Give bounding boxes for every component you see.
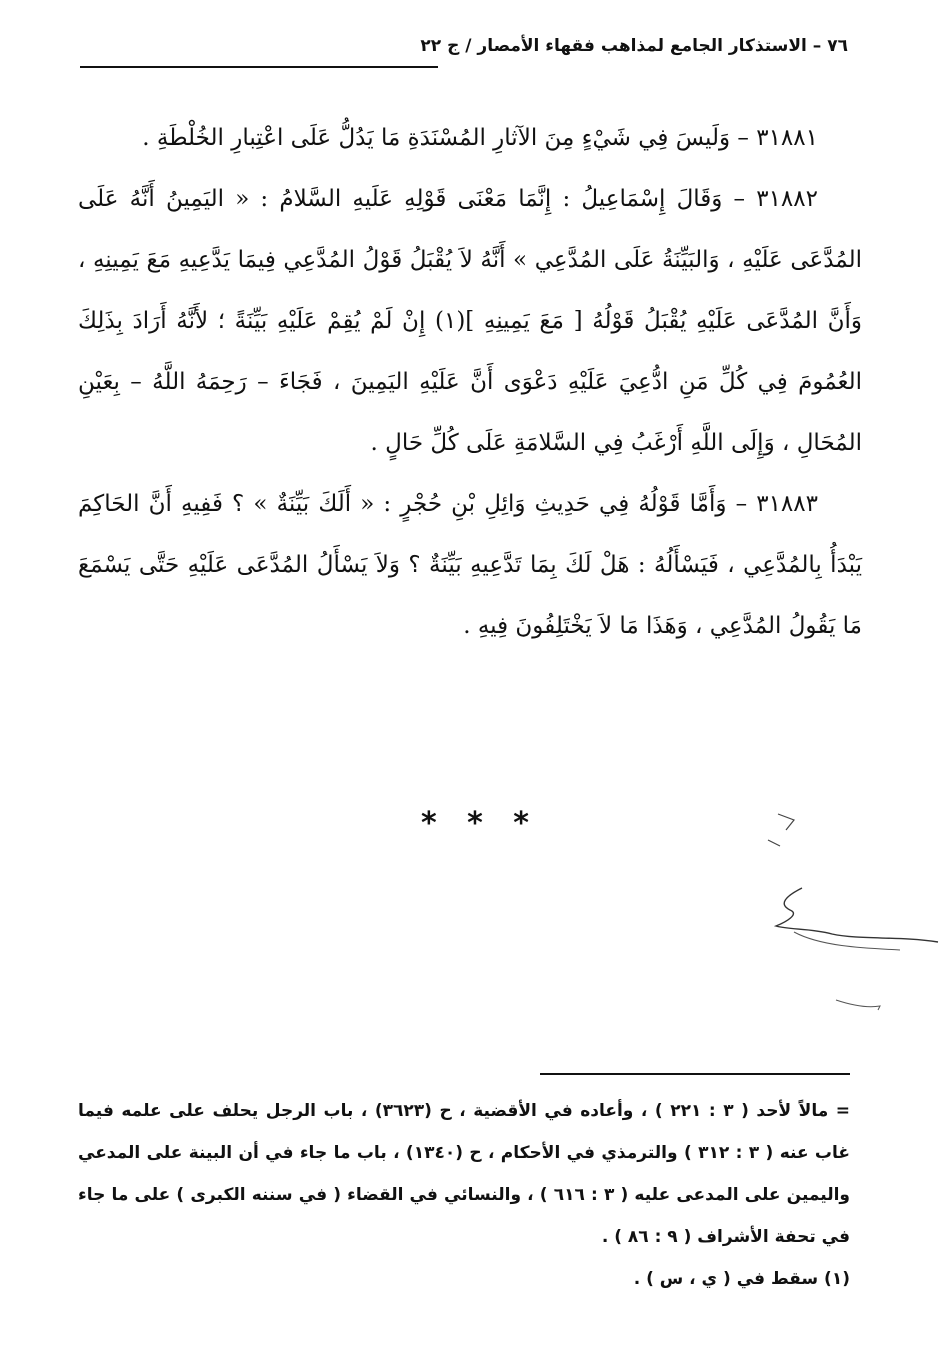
paragraph-31883: ٣١٨٨٣ – وَأَمَّا قَوْلُهُ فِي حَدِيثِ وَائِلِ بْنِ حُجْرٍ : « أَلَكَ بَيِّنَةٌ » ؟ فَفِيهِ أَنَّ الحَاكِمَ يَبْدَأُ بِالمُدَّعِي ، فَيَسْأَلُهُ : هَلْ لَكَ بِمَا تَدَّعِيهِ بَيِّنَةٌ ؟ وَلاَ يَسْأَلُ المُدَّعَى عَلَيْهِ حَتَّى يَسْمَعَ مَا يَقُولُ المُدَّعِي ، وَهَذَا مَا لاَ يَخْتَلِفُونَ فِيهِ . [78, 491, 862, 639]
main-text [78, 108, 862, 657]
footnote-rule [540, 1073, 850, 1075]
paragraph-31882: ٣١٨٨٢ – وَقَالَ إِسْمَاعِيلُ : إِنَّمَا مَعْنَى قَوْلِهِ عَلَيهِ السَّلامُ : « اليَمِينُ أَنَّهُ عَلَى المُدَّعَى عَلَيْهِ ، وَالبَيِّنَةُ عَلَى المُدَّعِي » أَنَّهُ لاَ يُقْبَلُ قَوْلُ المُدَّعِي فِيمَا يَدَّعِيهِ مَعَ يَمِينِهِ ، وَأَنَّ المُدَّعَى عَلَيْهِ يُقْبَلُ قَوْلُهُ [ مَعَ يَمِينِهِ ](١) إِنْ لَمْ يُقِمْ عَلَيْهِ بَيِّنَةً ؛ لأَنَّهُ أَرَادَ بِذَلِكَ العُمُومَ فِي كُلِّ مَنِ ادُّعِيَ عَلَيْهِ دَعْوَى أَنَّ عَلَيْهِ اليَمِينَ ، فَجَاءَ – رَحِمَهُ اللَّهُ – بِعَيْنِ المُحَالِ ، وَإِلَى اللَّهِ أَرْغَبُ فِي السَّلامَةِ عَلَى كُلِّ حَالٍ . [78, 186, 862, 456]
running-header: ٧٦ – الاستذكار الجامع لمذاهب فقهاء الأمصار / ج ٢٢ [420, 36, 848, 56]
header-rule [80, 66, 438, 68]
footnote-1: (١) سقط في ( ي ، س ) . [633, 1269, 850, 1289]
paragraph-31881: ٣١٨٨١ – وَلَيسَ فِي شَيْءٍ مِنَ الآثارِ المُسْنَدَةِ مَا يَدُلُّ عَلَى اعْتِبارِ الخُلْطَةِ . [142, 125, 818, 151]
handwritten-mark [750, 800, 940, 1030]
footnote-continued: = مالاً لأحد ( ٣ : ٢٢١ ) ، وأعاده في الأقضية ، ح (٣٦٢٣) ، باب الرجل يحلف على علمه فيما غاب عنه ( ٣ : ٣١٢ ) والترمذي في الأحكام ، ح (١٣٤٠) ، باب ما جاء في أن البينة على المدعي واليمين على المدعى عليه ( ٣ : ٦١٦ ) ، والنسائي في القضاء ( في سننه الكبرى ) على ما جاء في تحفة الأشراف ( ٩ : ٨٦ ) . [78, 1101, 851, 1247]
footnotes [78, 1090, 850, 1300]
section-separator: * * * [421, 806, 539, 841]
